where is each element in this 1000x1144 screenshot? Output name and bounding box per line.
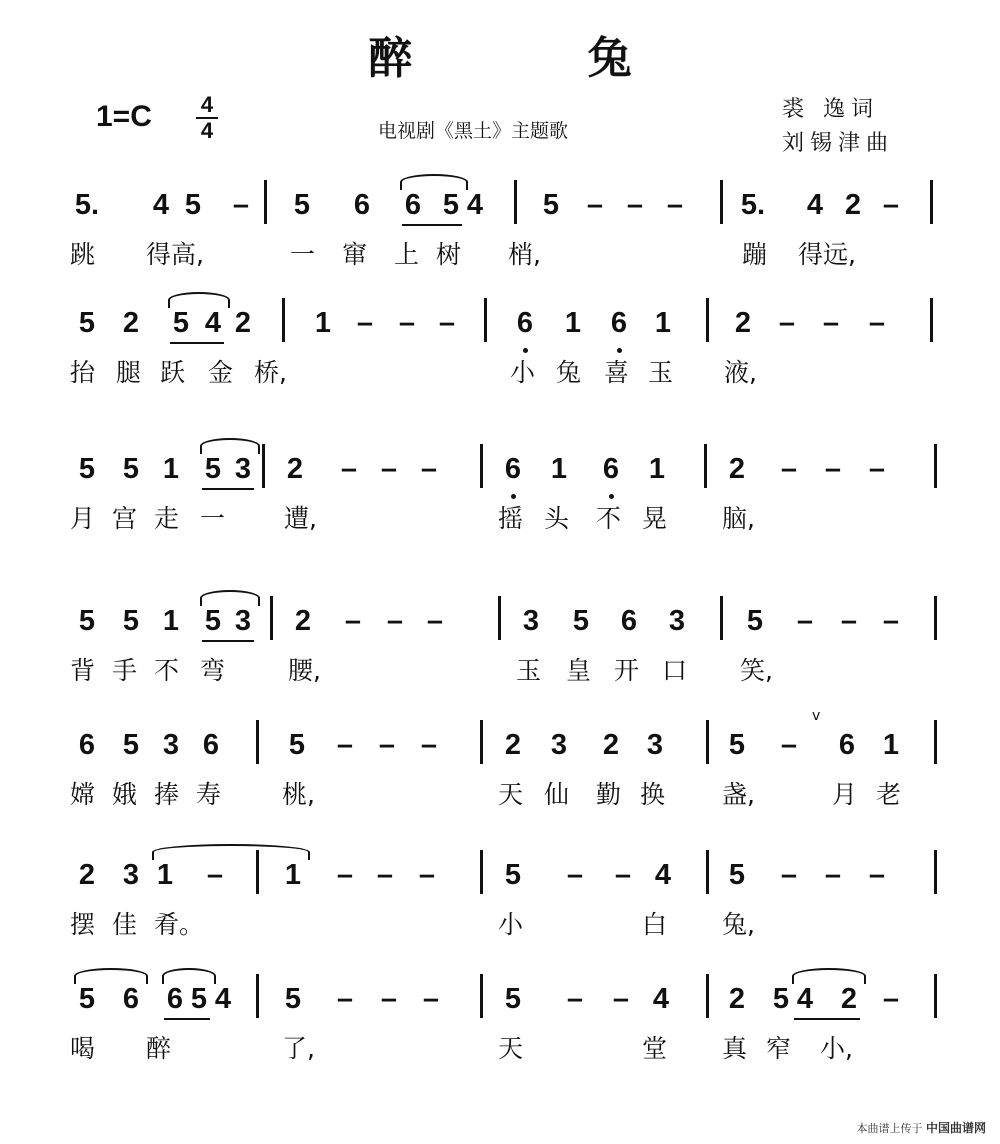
note: 4 bbox=[466, 189, 484, 221]
bar-line bbox=[930, 298, 933, 342]
lyric-syllable: 摇 bbox=[498, 504, 524, 533]
note: 1 bbox=[550, 453, 568, 485]
lyric-syllable: 跃 bbox=[160, 358, 186, 387]
lyric-syllable: 玉 bbox=[516, 656, 542, 685]
bar-line bbox=[930, 180, 933, 224]
score-system bbox=[0, 296, 1000, 426]
bar-line bbox=[264, 180, 267, 224]
note: – bbox=[612, 983, 630, 1015]
note: – bbox=[778, 307, 796, 339]
bar-line bbox=[706, 850, 709, 894]
lyric-syllable: 开 bbox=[614, 656, 640, 685]
bar-line bbox=[262, 444, 265, 488]
lyric-syllable: 盏, bbox=[722, 780, 755, 809]
note: 6 bbox=[838, 729, 856, 761]
lyric-syllable: 小 bbox=[510, 358, 536, 387]
note: 1 bbox=[314, 307, 332, 339]
lyricist-credit: 裘 逸词 bbox=[782, 97, 879, 122]
bar-line bbox=[484, 298, 487, 342]
note: 4 bbox=[654, 859, 672, 891]
note: – bbox=[336, 983, 354, 1015]
bar-line bbox=[706, 720, 709, 764]
note: – bbox=[420, 453, 438, 485]
note: 1 bbox=[882, 729, 900, 761]
lyric-syllable: 真 bbox=[722, 1034, 748, 1063]
note: – bbox=[232, 189, 250, 221]
lyric-syllable: 小, bbox=[820, 1034, 853, 1063]
lyric-syllable: 头 bbox=[544, 504, 570, 533]
lyric-syllable: 不 bbox=[596, 504, 622, 533]
note: 5 bbox=[172, 307, 190, 339]
note: – bbox=[868, 453, 886, 485]
lyric-syllable: 走 bbox=[154, 504, 180, 533]
lyric-syllable: 金 bbox=[208, 358, 234, 387]
note: 1 bbox=[284, 859, 302, 891]
note: 2 bbox=[602, 729, 620, 761]
slur bbox=[162, 968, 216, 984]
lyric-syllable: 佳 bbox=[112, 910, 138, 939]
score-system bbox=[0, 708, 1000, 848]
note: 1 bbox=[648, 453, 666, 485]
note: 1 bbox=[564, 307, 582, 339]
note: 1 bbox=[654, 307, 672, 339]
note: 4 bbox=[152, 189, 170, 221]
note: 2 bbox=[286, 453, 304, 485]
note: – bbox=[780, 859, 798, 891]
lyric-syllable: 了, bbox=[282, 1034, 315, 1063]
note: – bbox=[566, 859, 584, 891]
composer-credit: 刘锡津曲 bbox=[782, 131, 895, 156]
note: – bbox=[586, 189, 604, 221]
score-system bbox=[0, 178, 1000, 308]
note: – bbox=[868, 859, 886, 891]
slur bbox=[152, 844, 310, 860]
lyric-syllable: 月 bbox=[832, 780, 858, 809]
bar-line bbox=[934, 444, 937, 488]
lyric-syllable: 跳 bbox=[70, 240, 96, 269]
bar-line bbox=[706, 298, 709, 342]
bar-line bbox=[256, 720, 259, 764]
note: 3 bbox=[646, 729, 664, 761]
lyric-syllable: 弯 bbox=[200, 656, 226, 685]
bar-line bbox=[704, 444, 707, 488]
note: – bbox=[882, 983, 900, 1015]
note: 5 bbox=[78, 983, 96, 1015]
lyric-syllable: 天 bbox=[498, 1034, 524, 1063]
bar-line bbox=[480, 974, 483, 1018]
lyric-syllable: 蹦 bbox=[742, 240, 768, 269]
note: – bbox=[340, 453, 358, 485]
note: 5 bbox=[122, 729, 140, 761]
note: – bbox=[420, 729, 438, 761]
eighth-note-underline bbox=[402, 224, 462, 226]
note: 6 bbox=[78, 729, 96, 761]
note: – bbox=[824, 859, 842, 891]
lyric-syllable: 手 bbox=[112, 656, 138, 685]
lyric-syllable: 一 bbox=[200, 504, 226, 533]
note: 5 bbox=[728, 859, 746, 891]
note: – bbox=[882, 605, 900, 637]
lyric-syllable: 桃, bbox=[282, 780, 315, 809]
lyric-syllable: 笑, bbox=[740, 656, 773, 685]
lyric-syllable: 捧 bbox=[154, 780, 180, 809]
lyric-syllable: 嫦 bbox=[70, 780, 96, 809]
lyric-syllable: 喜 bbox=[604, 358, 630, 387]
lyric-syllable: 玉 bbox=[648, 358, 674, 387]
footer-text: 本曲谱上传于 bbox=[856, 1122, 923, 1135]
lyric-syllable: 肴。 bbox=[154, 910, 205, 939]
lyric-syllable: 摆 bbox=[70, 910, 96, 939]
lyric-syllable: 上 bbox=[394, 240, 420, 269]
slur bbox=[168, 292, 230, 308]
lyric-syllable: 窜 bbox=[342, 240, 368, 269]
lyric-syllable: 液, bbox=[724, 358, 757, 387]
note: 3 bbox=[522, 605, 540, 637]
note: 6 bbox=[202, 729, 220, 761]
note: 5 bbox=[204, 453, 222, 485]
note: – bbox=[780, 453, 798, 485]
bar-line bbox=[480, 720, 483, 764]
footer-site: 中国曲谱网 bbox=[925, 1121, 986, 1135]
note: 5. bbox=[74, 189, 100, 221]
note: 5 bbox=[184, 189, 202, 221]
eighth-note-underline bbox=[170, 342, 224, 344]
note: 4 bbox=[204, 307, 222, 339]
lyric-syllable: 一 bbox=[290, 240, 316, 269]
lyric-syllable: 仙 bbox=[544, 780, 570, 809]
note: 2 bbox=[728, 453, 746, 485]
slur bbox=[400, 174, 468, 190]
note: 5 bbox=[204, 605, 222, 637]
bar-line bbox=[720, 180, 723, 224]
lyric-syllable: 换 bbox=[640, 780, 666, 809]
note: – bbox=[666, 189, 684, 221]
note: – bbox=[418, 859, 436, 891]
note: 6 bbox=[504, 453, 522, 485]
lyric-syllable: 兔, bbox=[722, 910, 755, 939]
lyric-syllable: 天 bbox=[498, 780, 524, 809]
note: 5 bbox=[78, 605, 96, 637]
bar-line bbox=[934, 720, 937, 764]
note: 6 bbox=[166, 983, 184, 1015]
note: – bbox=[344, 605, 362, 637]
lyric-syllable: 遭, bbox=[284, 504, 317, 533]
note: 2 bbox=[734, 307, 752, 339]
note: 4 bbox=[214, 983, 232, 1015]
note: 3 bbox=[234, 453, 252, 485]
lyric-syllable: 口 bbox=[662, 656, 688, 685]
note: 6 bbox=[602, 453, 620, 485]
note: 5 bbox=[78, 307, 96, 339]
bar-line bbox=[706, 974, 709, 1018]
lyric-syllable: 脑, bbox=[722, 504, 755, 533]
lyric-syllable: 月 bbox=[70, 504, 96, 533]
note: 3 bbox=[234, 605, 252, 637]
score-system bbox=[0, 972, 1000, 1102]
note: – bbox=[840, 605, 858, 637]
bar-line bbox=[934, 596, 937, 640]
note: 2 bbox=[504, 729, 522, 761]
lyric-syllable: 抬 bbox=[70, 358, 96, 387]
note: – bbox=[438, 307, 456, 339]
note: 5 bbox=[504, 983, 522, 1015]
note: 4 bbox=[806, 189, 824, 221]
breath-mark: v bbox=[812, 708, 821, 724]
lyric-syllable: 娥 bbox=[112, 780, 138, 809]
slur bbox=[200, 590, 260, 606]
bar-line bbox=[270, 596, 273, 640]
time-signature-bottom: 4 bbox=[200, 118, 214, 143]
note: 2 bbox=[844, 189, 862, 221]
slur bbox=[792, 968, 866, 984]
slur bbox=[74, 968, 148, 984]
time-signature-top: 4 bbox=[200, 92, 214, 117]
time-signature bbox=[196, 94, 218, 142]
note: – bbox=[380, 453, 398, 485]
note: 5 bbox=[284, 983, 302, 1015]
lyric-syllable: 小 bbox=[498, 910, 524, 939]
note: – bbox=[824, 453, 842, 485]
note: 3 bbox=[122, 859, 140, 891]
lyric-syllable: 腿 bbox=[116, 358, 142, 387]
note: 6 bbox=[122, 983, 140, 1015]
lyric-syllable: 梢, bbox=[508, 240, 541, 269]
note: 1 bbox=[162, 605, 180, 637]
octave-dot bbox=[617, 348, 622, 353]
note: 5. bbox=[740, 189, 766, 221]
note: – bbox=[356, 307, 374, 339]
octave-dot bbox=[511, 494, 516, 499]
note: – bbox=[780, 729, 798, 761]
note: 2 bbox=[294, 605, 312, 637]
subtitle: 电视剧《黑土》主题歌 bbox=[378, 120, 569, 142]
bar-line bbox=[480, 444, 483, 488]
note: – bbox=[376, 859, 394, 891]
lyric-syllable: 背 bbox=[70, 656, 96, 685]
song-title: 醉 兔 bbox=[368, 33, 712, 84]
note: 5 bbox=[122, 453, 140, 485]
note: 5 bbox=[772, 983, 790, 1015]
lyric-syllable: 寿 bbox=[196, 780, 222, 809]
note: 6 bbox=[610, 307, 628, 339]
note: 3 bbox=[162, 729, 180, 761]
note: 5 bbox=[728, 729, 746, 761]
lyric-syllable: 宫 bbox=[112, 504, 138, 533]
note: 5 bbox=[542, 189, 560, 221]
lyric-syllable: 喝 bbox=[70, 1034, 96, 1063]
lyric-syllable: 桥, bbox=[254, 358, 287, 387]
note: – bbox=[386, 605, 404, 637]
note: – bbox=[206, 859, 224, 891]
lyric-syllable: 腰, bbox=[288, 656, 321, 685]
lyric-syllable: 勤 bbox=[596, 780, 622, 809]
key-signature: 1=C bbox=[96, 100, 152, 133]
note: – bbox=[566, 983, 584, 1015]
note: 2 bbox=[122, 307, 140, 339]
note: – bbox=[882, 189, 900, 221]
note: – bbox=[796, 605, 814, 637]
octave-dot bbox=[609, 494, 614, 499]
lyric-syllable: 得远, bbox=[798, 240, 856, 269]
bar-line bbox=[720, 596, 723, 640]
note: 6 bbox=[404, 189, 422, 221]
note: – bbox=[822, 307, 840, 339]
eighth-note-underline bbox=[794, 1018, 860, 1020]
note: – bbox=[614, 859, 632, 891]
note: 5 bbox=[442, 189, 460, 221]
footer-credit bbox=[856, 1119, 986, 1136]
note: 2 bbox=[78, 859, 96, 891]
note: 6 bbox=[353, 189, 371, 221]
slur bbox=[200, 438, 260, 454]
lyric-syllable: 窄 bbox=[766, 1034, 792, 1063]
note: 1 bbox=[156, 859, 174, 891]
note: 5 bbox=[190, 983, 208, 1015]
bar-line bbox=[480, 850, 483, 894]
note: 6 bbox=[620, 605, 638, 637]
bar-line bbox=[934, 850, 937, 894]
lyric-syllable: 醉 bbox=[146, 1034, 172, 1063]
note: – bbox=[626, 189, 644, 221]
bar-line bbox=[282, 298, 285, 342]
note: 5 bbox=[288, 729, 306, 761]
note: – bbox=[336, 859, 354, 891]
note: 5 bbox=[293, 189, 311, 221]
lyric-syllable: 白 bbox=[642, 910, 668, 939]
score-system bbox=[0, 594, 1000, 724]
note: 3 bbox=[668, 605, 686, 637]
lyric-syllable: 兔 bbox=[556, 358, 582, 387]
bar-line bbox=[498, 596, 501, 640]
lyric-syllable: 不 bbox=[154, 656, 180, 685]
note: 3 bbox=[550, 729, 568, 761]
note: 1 bbox=[162, 453, 180, 485]
bar-line bbox=[256, 974, 259, 1018]
score-system bbox=[0, 442, 1000, 572]
eighth-note-underline bbox=[202, 640, 254, 642]
lyric-syllable: 皇 bbox=[566, 656, 592, 685]
lyric-syllable: 得高, bbox=[146, 240, 204, 269]
note: – bbox=[422, 983, 440, 1015]
note: 4 bbox=[796, 983, 814, 1015]
score-system bbox=[0, 848, 1000, 978]
note: – bbox=[378, 729, 396, 761]
eighth-note-underline bbox=[164, 1018, 210, 1020]
note: 2 bbox=[234, 307, 252, 339]
note: – bbox=[426, 605, 444, 637]
note: 5 bbox=[78, 453, 96, 485]
lyric-syllable: 老 bbox=[876, 780, 902, 809]
lyric-syllable: 树 bbox=[436, 240, 462, 269]
note: 4 bbox=[652, 983, 670, 1015]
note: – bbox=[868, 307, 886, 339]
lyric-syllable: 晃 bbox=[642, 504, 668, 533]
lyric-syllable: 堂 bbox=[642, 1034, 668, 1063]
note: 5 bbox=[572, 605, 590, 637]
note: – bbox=[336, 729, 354, 761]
bar-line bbox=[514, 180, 517, 224]
note: 5 bbox=[504, 859, 522, 891]
note: 2 bbox=[728, 983, 746, 1015]
note: – bbox=[398, 307, 416, 339]
note: 5 bbox=[746, 605, 764, 637]
note: – bbox=[380, 983, 398, 1015]
note: 5 bbox=[122, 605, 140, 637]
octave-dot bbox=[523, 348, 528, 353]
bar-line bbox=[934, 974, 937, 1018]
note: 2 bbox=[840, 983, 858, 1015]
note: 6 bbox=[516, 307, 534, 339]
eighth-note-underline bbox=[202, 488, 254, 490]
